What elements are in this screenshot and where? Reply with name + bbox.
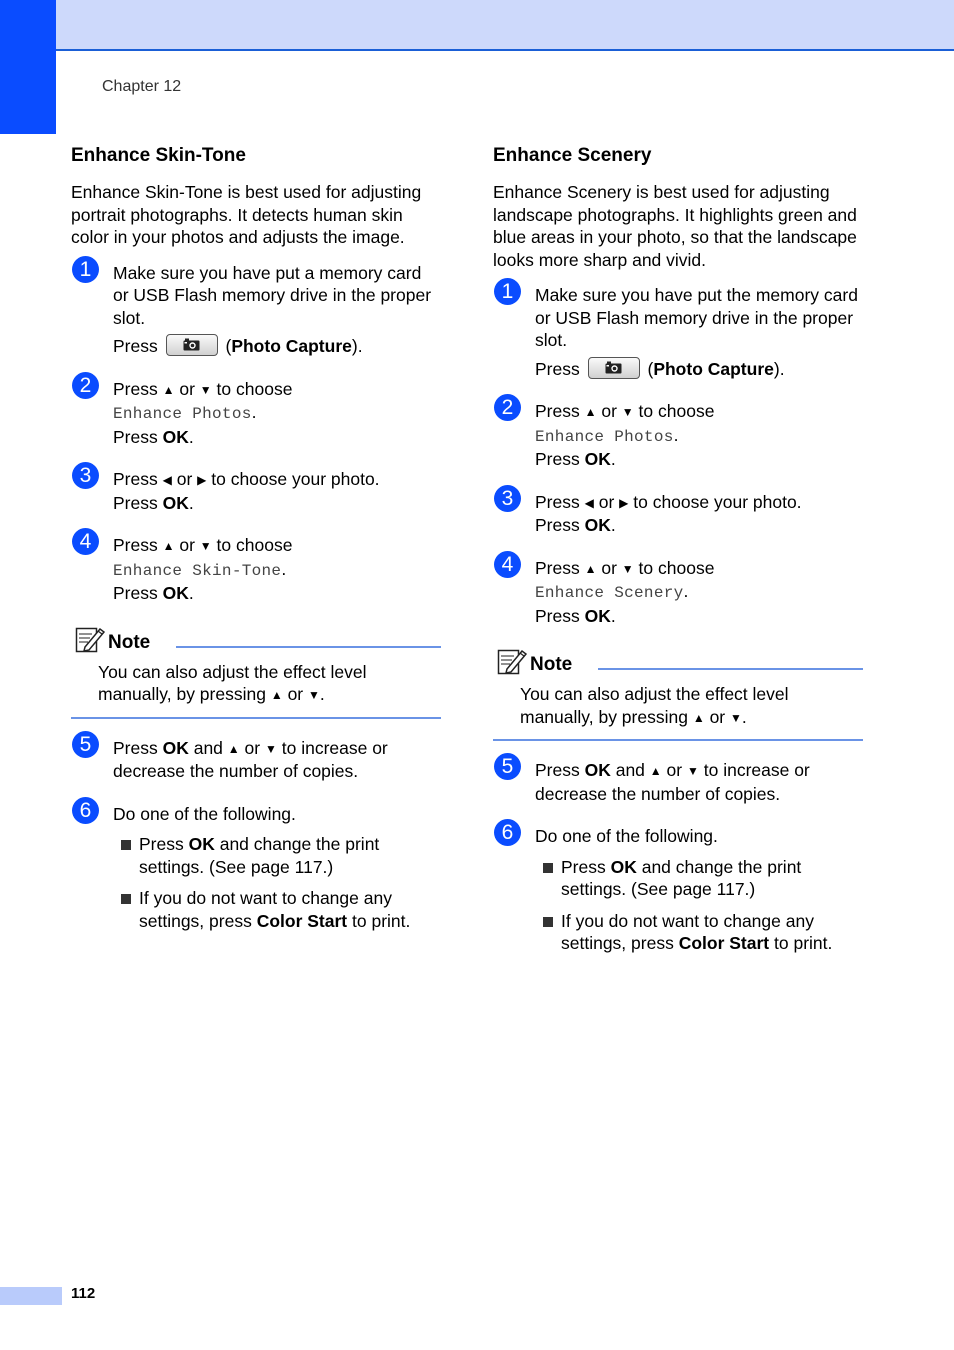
list-item: Press OK and change the print settings. (See page 117.)	[543, 856, 863, 901]
step-number-1: 1	[494, 278, 521, 305]
step-number-6: 6	[72, 797, 99, 824]
bullet-square-icon	[543, 917, 553, 927]
note-pencil-icon	[497, 647, 527, 675]
step-5: 5 Press OK and ▲ or ▼ to increase or decrease the number of copies.	[493, 759, 863, 805]
left-arrow-icon: ◀	[584, 495, 594, 510]
step-2: 2 Press ▲ or ▼ to choose Enhance Photos. Press OK.	[71, 378, 441, 449]
list-item: Press OK and change the print settings. (See page 117.)	[121, 833, 441, 878]
page-number: 112	[71, 1285, 96, 1302]
down-arrow-icon: ▼	[199, 382, 212, 397]
down-arrow-icon: ▼	[264, 741, 277, 756]
step-4: 4 Press ▲ or ▼ to choose Enhance Skin-Tone. Press OK.	[71, 534, 441, 605]
photo-capture-label: Photo Capture	[653, 358, 774, 379]
list-item: If you do not want to change any settings, press Color Start to print.	[543, 910, 863, 955]
up-arrow-icon: ▲	[692, 710, 705, 725]
up-arrow-icon: ▲	[584, 561, 597, 576]
menu-option-enhance-skin-tone: Enhance Skin-Tone	[113, 561, 282, 580]
up-arrow-icon: ▲	[270, 688, 283, 702]
step-number-3: 3	[72, 462, 99, 489]
section-title: Enhance Scenery	[493, 145, 652, 166]
step-1-text: Make sure you have put a memory card or USB Flash memory drive in the proper slot.	[113, 262, 432, 328]
section-intro: Enhance Scenery is best used for adjusting landscape photographs. It highlights green and blue areas in your photo, so that the landscape looks more sharp and vivid.	[493, 182, 857, 270]
note-title: Note	[530, 654, 573, 675]
step-3: 3 Press ◀ or ▶ to choose your photo. Press OK.	[493, 491, 863, 537]
step-number-4: 4	[72, 528, 99, 555]
up-arrow-icon: ▲	[162, 539, 175, 553]
note-box	[71, 625, 441, 719]
menu-option-enhance-photos: Enhance Photos	[113, 405, 252, 423]
list-item: If you do not want to change any settings, press Color Start to print.	[121, 887, 441, 932]
step-6-text: Do one of the following.	[113, 803, 296, 824]
color-start-label: Color Start	[678, 933, 770, 953]
right-arrow-icon: ▶	[197, 473, 207, 487]
step-2: 2 Press ▲ or ▼ to choose Enhance Photos. Press OK.	[493, 400, 863, 471]
down-arrow-icon: ▼	[686, 764, 699, 778]
section-title: Enhance Skin-Tone	[71, 145, 246, 166]
bullet-square-icon	[121, 894, 131, 904]
down-arrow-icon: ▼	[730, 710, 742, 725]
step-number-5: 5	[494, 753, 521, 780]
note-text: You can also adjust the effect level manually, by pressing ▲ or ▼.	[520, 684, 789, 727]
step-number-4: 4	[494, 551, 521, 578]
photo-capture-button[interactable]	[588, 357, 640, 379]
down-arrow-icon: ▼	[621, 405, 634, 419]
color-start-label: Color Start	[256, 910, 348, 931]
page-number-tab	[0, 1287, 62, 1305]
up-arrow-icon: ▲	[584, 405, 597, 419]
down-arrow-icon: ▼	[199, 539, 212, 553]
step-5: 5 Press OK and ▲ or ▼ to increase or decrease the number of copies.	[71, 737, 441, 783]
photo-capture-label: Photo Capture	[231, 336, 352, 356]
up-arrow-icon: ▲	[649, 764, 662, 778]
note-title: Note	[108, 631, 151, 653]
note-text: You can also adjust the effect level manually, by pressing ▲ or ▼.	[98, 661, 367, 704]
step-number-6: 6	[494, 819, 521, 846]
step-6-text: Do one of the following.	[535, 826, 718, 846]
bullet-square-icon	[543, 863, 553, 873]
step-4: 4 Press ▲ or ▼ to choose Enhance Scenery. Press OK.	[493, 557, 863, 628]
step-number-2: 2	[494, 394, 521, 421]
header-band	[0, 0, 954, 51]
step-3: 3 Press ◀ or ▶ to choose your photo. Press OK.	[71, 468, 441, 514]
section-intro: Enhance Skin-Tone is best used for adjusting portrait photographs. It detects human skin color in your photos and adjusts the image.	[71, 182, 422, 247]
ok-label: OK	[162, 426, 189, 447]
section-enhance-scenery	[493, 144, 863, 975]
step-number-1: 1	[72, 256, 99, 283]
step-number-5: 5	[72, 731, 99, 758]
chapter-tab-marker	[0, 0, 56, 134]
menu-option-enhance-photos: Enhance Photos	[535, 427, 674, 446]
options-list	[113, 833, 441, 932]
step-6	[71, 798, 441, 933]
step-6	[493, 821, 863, 955]
down-arrow-icon: ▼	[308, 688, 320, 702]
camera-icon	[605, 361, 622, 374]
photo-capture-button[interactable]	[166, 334, 218, 356]
down-arrow-icon: ▼	[621, 561, 634, 576]
chapter-label: Chapter 12	[102, 78, 182, 95]
note-box	[493, 647, 863, 741]
bullet-square-icon	[121, 840, 131, 850]
up-arrow-icon: ▲	[227, 741, 240, 756]
step-number-2: 2	[72, 372, 99, 399]
menu-option-enhance-scenery: Enhance Scenery	[535, 584, 684, 602]
left-arrow-icon: ◀	[162, 473, 172, 487]
camera-icon	[183, 338, 200, 351]
note-pencil-icon	[75, 625, 105, 653]
step-number-3: 3	[494, 485, 521, 512]
section-enhance-skin-tone	[71, 144, 441, 952]
up-arrow-icon: ▲	[162, 382, 175, 397]
step-1-text: Make sure you have put the memory card or USB Flash memory drive in the proper slot.	[535, 285, 858, 350]
options-list	[535, 856, 863, 955]
step-1: 1 Make sure you have put the memory card or USB Flash memory drive in the proper slot. Press (Photo Capture).	[493, 284, 863, 380]
right-arrow-icon: ▶	[619, 495, 629, 510]
step-1: 1 Make sure you have put a memory card or USB Flash memory drive in the proper slot. Press (Photo Capture).	[71, 262, 441, 358]
